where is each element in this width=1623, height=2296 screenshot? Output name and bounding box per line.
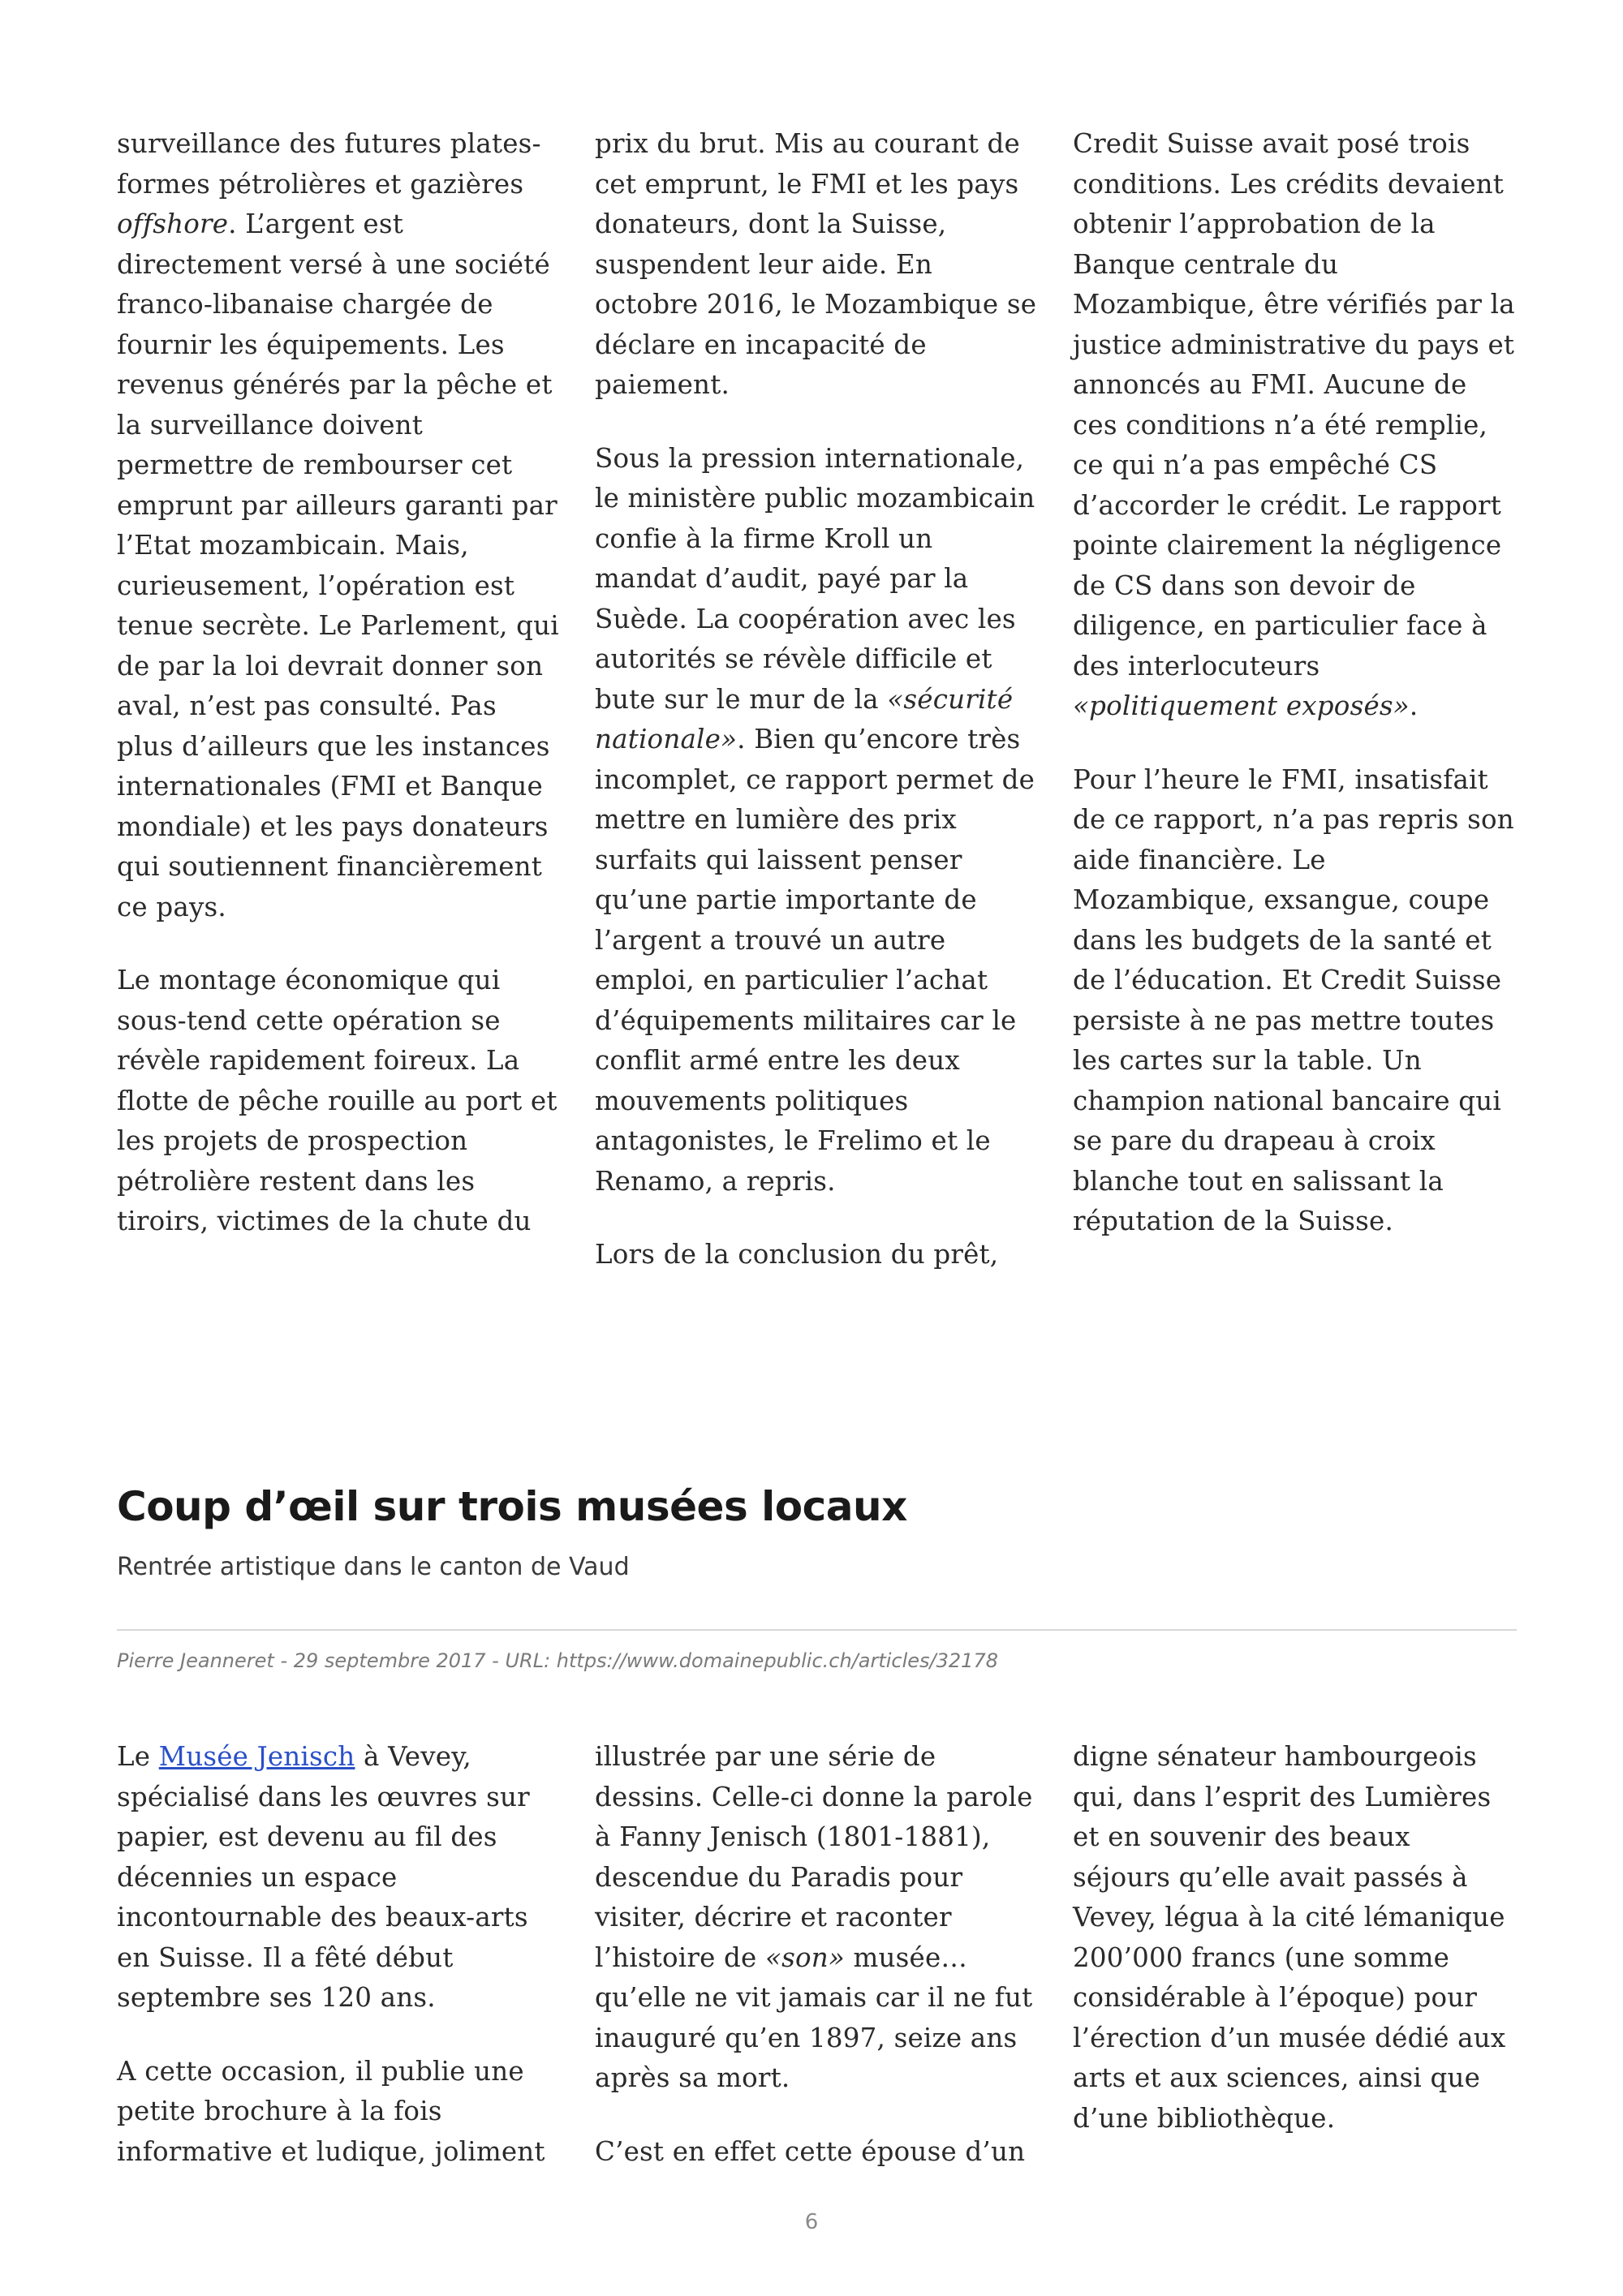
emphasis: «sécurité nationale» [595, 683, 1014, 755]
divider [117, 1629, 1517, 1631]
article1-column-3 [1073, 124, 1515, 1242]
emphasis: offshore [117, 209, 229, 239]
article-title: Coup d’œil sur trois musées locaux [117, 1483, 907, 1530]
article1-column-2 [595, 124, 1037, 1275]
paragraph: Lors de la conclusion du prêt, [595, 1239, 999, 1270]
paragraph: prix du brut. Mis au courant de cet emprunt, le FMI et les pays donateurs, dont la Suisse, suspendent leur aide. En octobre 2016, le Mozambique se déclare en incapacité de paiement. [595, 128, 1037, 400]
article1-column-1 [117, 124, 559, 1242]
musee-jenisch-link[interactable]: Musée Jenisch [158, 1741, 355, 1772]
emphasis: «politiquement exposés» [1073, 690, 1410, 721]
article-byline: Pierre Jeanneret - 29 septembre 2017 - URL: https://www.domainepublic.ch/articles/32178 [117, 1649, 998, 1672]
paragraph: Sous la pression internationale, le ministère public mozambicain confie à la firme Kroll un mandat d’audit, payé par la Suède. La coopération avec les autorités se révèle difficile et bute sur le mur de la «sécurité nationale». Bien qu’encore très incomplet, ce rapport permet de mettre en lumière des prix surfaits qui laissent penser qu’une partie importante de l’argent a trouvé un autre emploi, en particulier l’achat d’équipements militaires car le conflit armé entre les deux mouvements politiques antagonistes, le Frelimo et le Renamo, a repris. [595, 442, 1035, 1197]
article2-column-2 [595, 1737, 1037, 2172]
paragraph: Credit Suisse avait posé trois conditions. Les crédits devaient obtenir l’approbation de la Banque centrale du Mozambique, être vérifiés par la justice administrative du pays et annoncés au FMI. Aucune de ces conditions n’a été remplie, ce qui n’a pas empêché CS d’accorder le crédit. Le rapport pointe clairement la négligence de CS dans son devoir de diligence, en particulier face à des interlocuteurs «politiquement exposés». [1073, 128, 1515, 721]
paragraph: C’est en effet cette épouse d’un [595, 2135, 1026, 2167]
paragraph: surveillance des futures plates-formes pétrolières et gazières offshore. L’argent est directement versé à une société franco-libanaise chargée de fournir les équipements. Les revenus générés par la pêche et la surveillance doivent permettre de rembourser cet emprunt par ailleurs garanti par l’Etat mozambicain. Mais, curieusement, l’opération est tenue secrète. Le Parlement, qui de par la loi devrait donner son aval, n’est pas consulté. Pas plus d’ailleurs que les instances internationales (FMI et Banque mondiale) et les pays donateurs qui soutiennent financièrement ce pays. [117, 128, 559, 922]
page-number: 6 [804, 2210, 819, 2234]
paragraph: digne sénateur hambourgeois qui, dans l’esprit des Lumières et en souvenir des beaux séjours qu’elle avait passés à Vevey, légua à la cité lémanique 200’000 francs (une somme considérable à l’époque) pour l’érection d’un musée dédié aux arts et aux sciences, ainsi que d’une bibliothèque. [1073, 1741, 1506, 2134]
paragraph: A cette occasion, il publie une petite brochure à la fois informative et ludique, joliment [117, 2055, 545, 2167]
paragraph: Le montage économique qui sous-tend cette opération se révèle rapidement foireux. La flotte de pêche rouille au port et les projets de prospection pétrolière restent dans les tiroirs, victimes de la chute du [117, 965, 558, 1236]
paragraph: Le Musée Jenisch à Vevey, spécialisé dans les œuvres sur papier, est devenu au fil des décennies un espace incontournable des beaux-arts en Suisse. Il a fêté début septembre ses 120 ans. [117, 1741, 530, 2013]
emphasis: «son» [765, 1941, 845, 1973]
article2-column-1 [117, 1737, 559, 2172]
paragraph: illustrée par une série de dessins. Celle-ci donne la parole à Fanny Jenisch (1801-1881), descendue du Paradis pour visiter, décrire et raconter l’histoire de «son» musée… qu’elle ne vit jamais car il ne fut inauguré qu’en 1897, seize ans après sa mort. [595, 1741, 1033, 2093]
article2-column-3 [1073, 1737, 1515, 2139]
paragraph: Pour l’heure le FMI, insatisfait de ce rapport, n’a pas repris son aide financière. Le Mozambique, exsangue, coupe dans les budgets de la santé et de l’éducation. Et Credit Suisse persiste à ne pas mettre toutes les cartes sur la table. Un champion national bancaire qui se pare du drapeau à croix blanche tout en salissant la réputation de la Suisse. [1073, 763, 1514, 1236]
article-subtitle: Rentrée artistique dans le canton de Vaud [117, 1553, 630, 1581]
